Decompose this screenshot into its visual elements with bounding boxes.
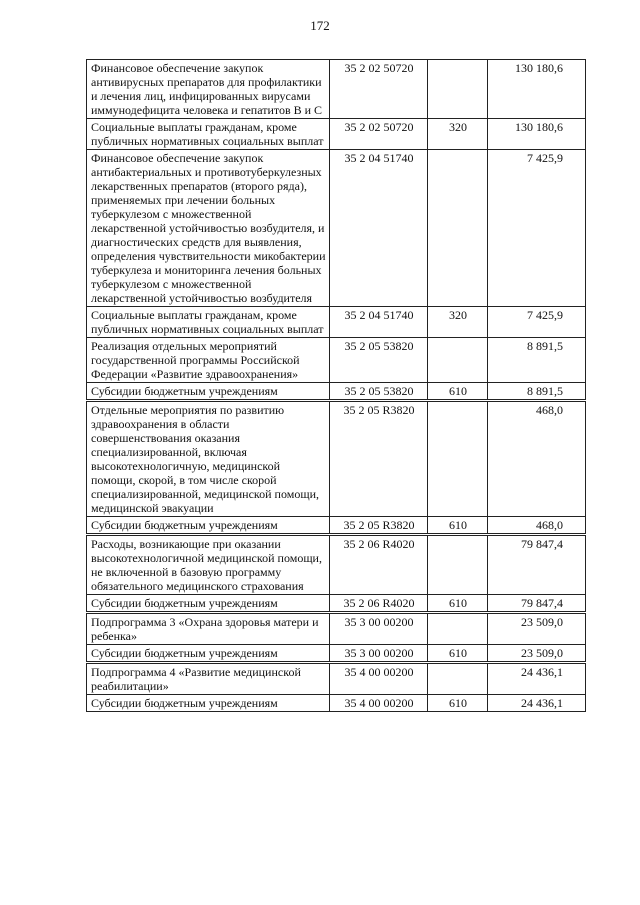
row-type-cell [428,535,488,595]
row-amount-cell: 23 509,0 [488,645,586,663]
row-type-cell: 610 [428,383,488,401]
row-type-cell [428,663,488,695]
row-name-cell: Субсидии бюджетным учреждениям [87,517,330,535]
row-name-cell: Реализация отдельных мероприятий государственной программы Российской Федерации «Развитие здравоохранения» [87,338,330,383]
row-amount-cell: 79 847,4 [488,595,586,613]
row-amount-cell: 24 436,1 [488,695,586,712]
table-row [87,535,586,595]
row-name-cell: Социальные выплаты гражданам, кроме публичных нормативных социальных выплат [87,119,330,150]
row-code-cell: 35 2 06 R4020 [330,595,428,613]
row-type-cell [428,150,488,307]
row-type-cell: 320 [428,307,488,338]
row-amount-cell: 130 180,6 [488,119,586,150]
table-row [87,119,586,150]
row-type-cell: 610 [428,695,488,712]
row-code-cell: 35 2 05 53820 [330,383,428,401]
table-row [87,695,586,712]
row-name-cell: Субсидии бюджетным учреждениям [87,383,330,401]
row-name-cell: Социальные выплаты гражданам, кроме публичных нормативных социальных выплат [87,307,330,338]
row-type-cell: 610 [428,517,488,535]
row-code-cell: 35 2 04 51740 [330,307,428,338]
row-name-cell: Подпрограмма 4 «Развитие медицинской реабилитации» [87,663,330,695]
row-name-cell: Отдельные мероприятия по развитию здравоохранения в области совершенствования оказания специализированной, включая высокотехнологичную, медицинской помощи, скорой, в том числе скорой специализированной, медицинской помощи, медицинской эвакуации [87,401,330,517]
row-name-cell: Субсидии бюджетным учреждениям [87,595,330,613]
row-amount-cell: 7 425,9 [488,307,586,338]
row-amount-cell: 130 180,6 [488,60,586,119]
row-code-cell: 35 2 05 R3820 [330,517,428,535]
row-code-cell: 35 2 02 50720 [330,60,428,119]
row-code-cell: 35 2 02 50720 [330,119,428,150]
page-number: 172 [310,18,330,33]
row-name-cell: Субсидии бюджетным учреждениям [87,645,330,663]
row-type-cell [428,60,488,119]
row-amount-cell: 24 436,1 [488,663,586,695]
row-amount-cell: 7 425,9 [488,150,586,307]
table-row [87,401,586,517]
table-row [87,60,586,119]
row-type-cell: 610 [428,595,488,613]
table-row [87,595,586,613]
row-code-cell: 35 3 00 00200 [330,645,428,663]
row-code-cell: 35 2 06 R4020 [330,535,428,595]
row-code-cell: 35 3 00 00200 [330,613,428,645]
table-row [87,517,586,535]
table-row [87,338,586,383]
row-code-cell: 35 4 00 00200 [330,695,428,712]
row-amount-cell: 8 891,5 [488,383,586,401]
row-name-cell: Финансовое обеспечение закупок антибактериальных и противотуберкулезных лекарственных препаратов (второго ряда), применяемых при лечении больных туберкулезом с множественной лекарственной устойчивостью возбудителя, и диагностических средств для выявления, определения чувствительности микобактерии туберкулеза и мониторинга лечения больных туберкулезом с множественной лекарственной устойчивостью возбудителя [87,150,330,307]
row-amount-cell: 23 509,0 [488,613,586,645]
row-code-cell: 35 2 04 51740 [330,150,428,307]
table-row [87,645,586,663]
row-type-cell: 610 [428,645,488,663]
table-row [87,383,586,401]
table-row [87,150,586,307]
row-name-cell: Субсидии бюджетным учреждениям [87,695,330,712]
row-type-cell [428,613,488,645]
row-amount-cell: 468,0 [488,401,586,517]
row-amount-cell: 79 847,4 [488,535,586,595]
row-code-cell: 35 2 05 53820 [330,338,428,383]
row-name-cell: Расходы, возникающие при оказании высокотехнологичной медицинской помощи, не включенной в базовую программу обязательного медицинского страхования [87,535,330,595]
table-row [87,663,586,695]
row-name-cell: Финансовое обеспечение закупок антивирусных препаратов для профилактики и лечения лиц, инфицированных вирусами иммунодефицита человека и гепатитов B и C [87,60,330,119]
row-type-cell [428,401,488,517]
row-code-cell: 35 2 05 R3820 [330,401,428,517]
row-code-cell: 35 4 00 00200 [330,663,428,695]
row-name-cell: Подпрограмма 3 «Охрана здоровья матери и ребенка» [87,613,330,645]
row-amount-cell: 468,0 [488,517,586,535]
row-type-cell: 320 [428,119,488,150]
row-type-cell [428,338,488,383]
row-amount-cell: 8 891,5 [488,338,586,383]
table-row [87,613,586,645]
table-row [87,307,586,338]
budget-table [86,59,586,712]
